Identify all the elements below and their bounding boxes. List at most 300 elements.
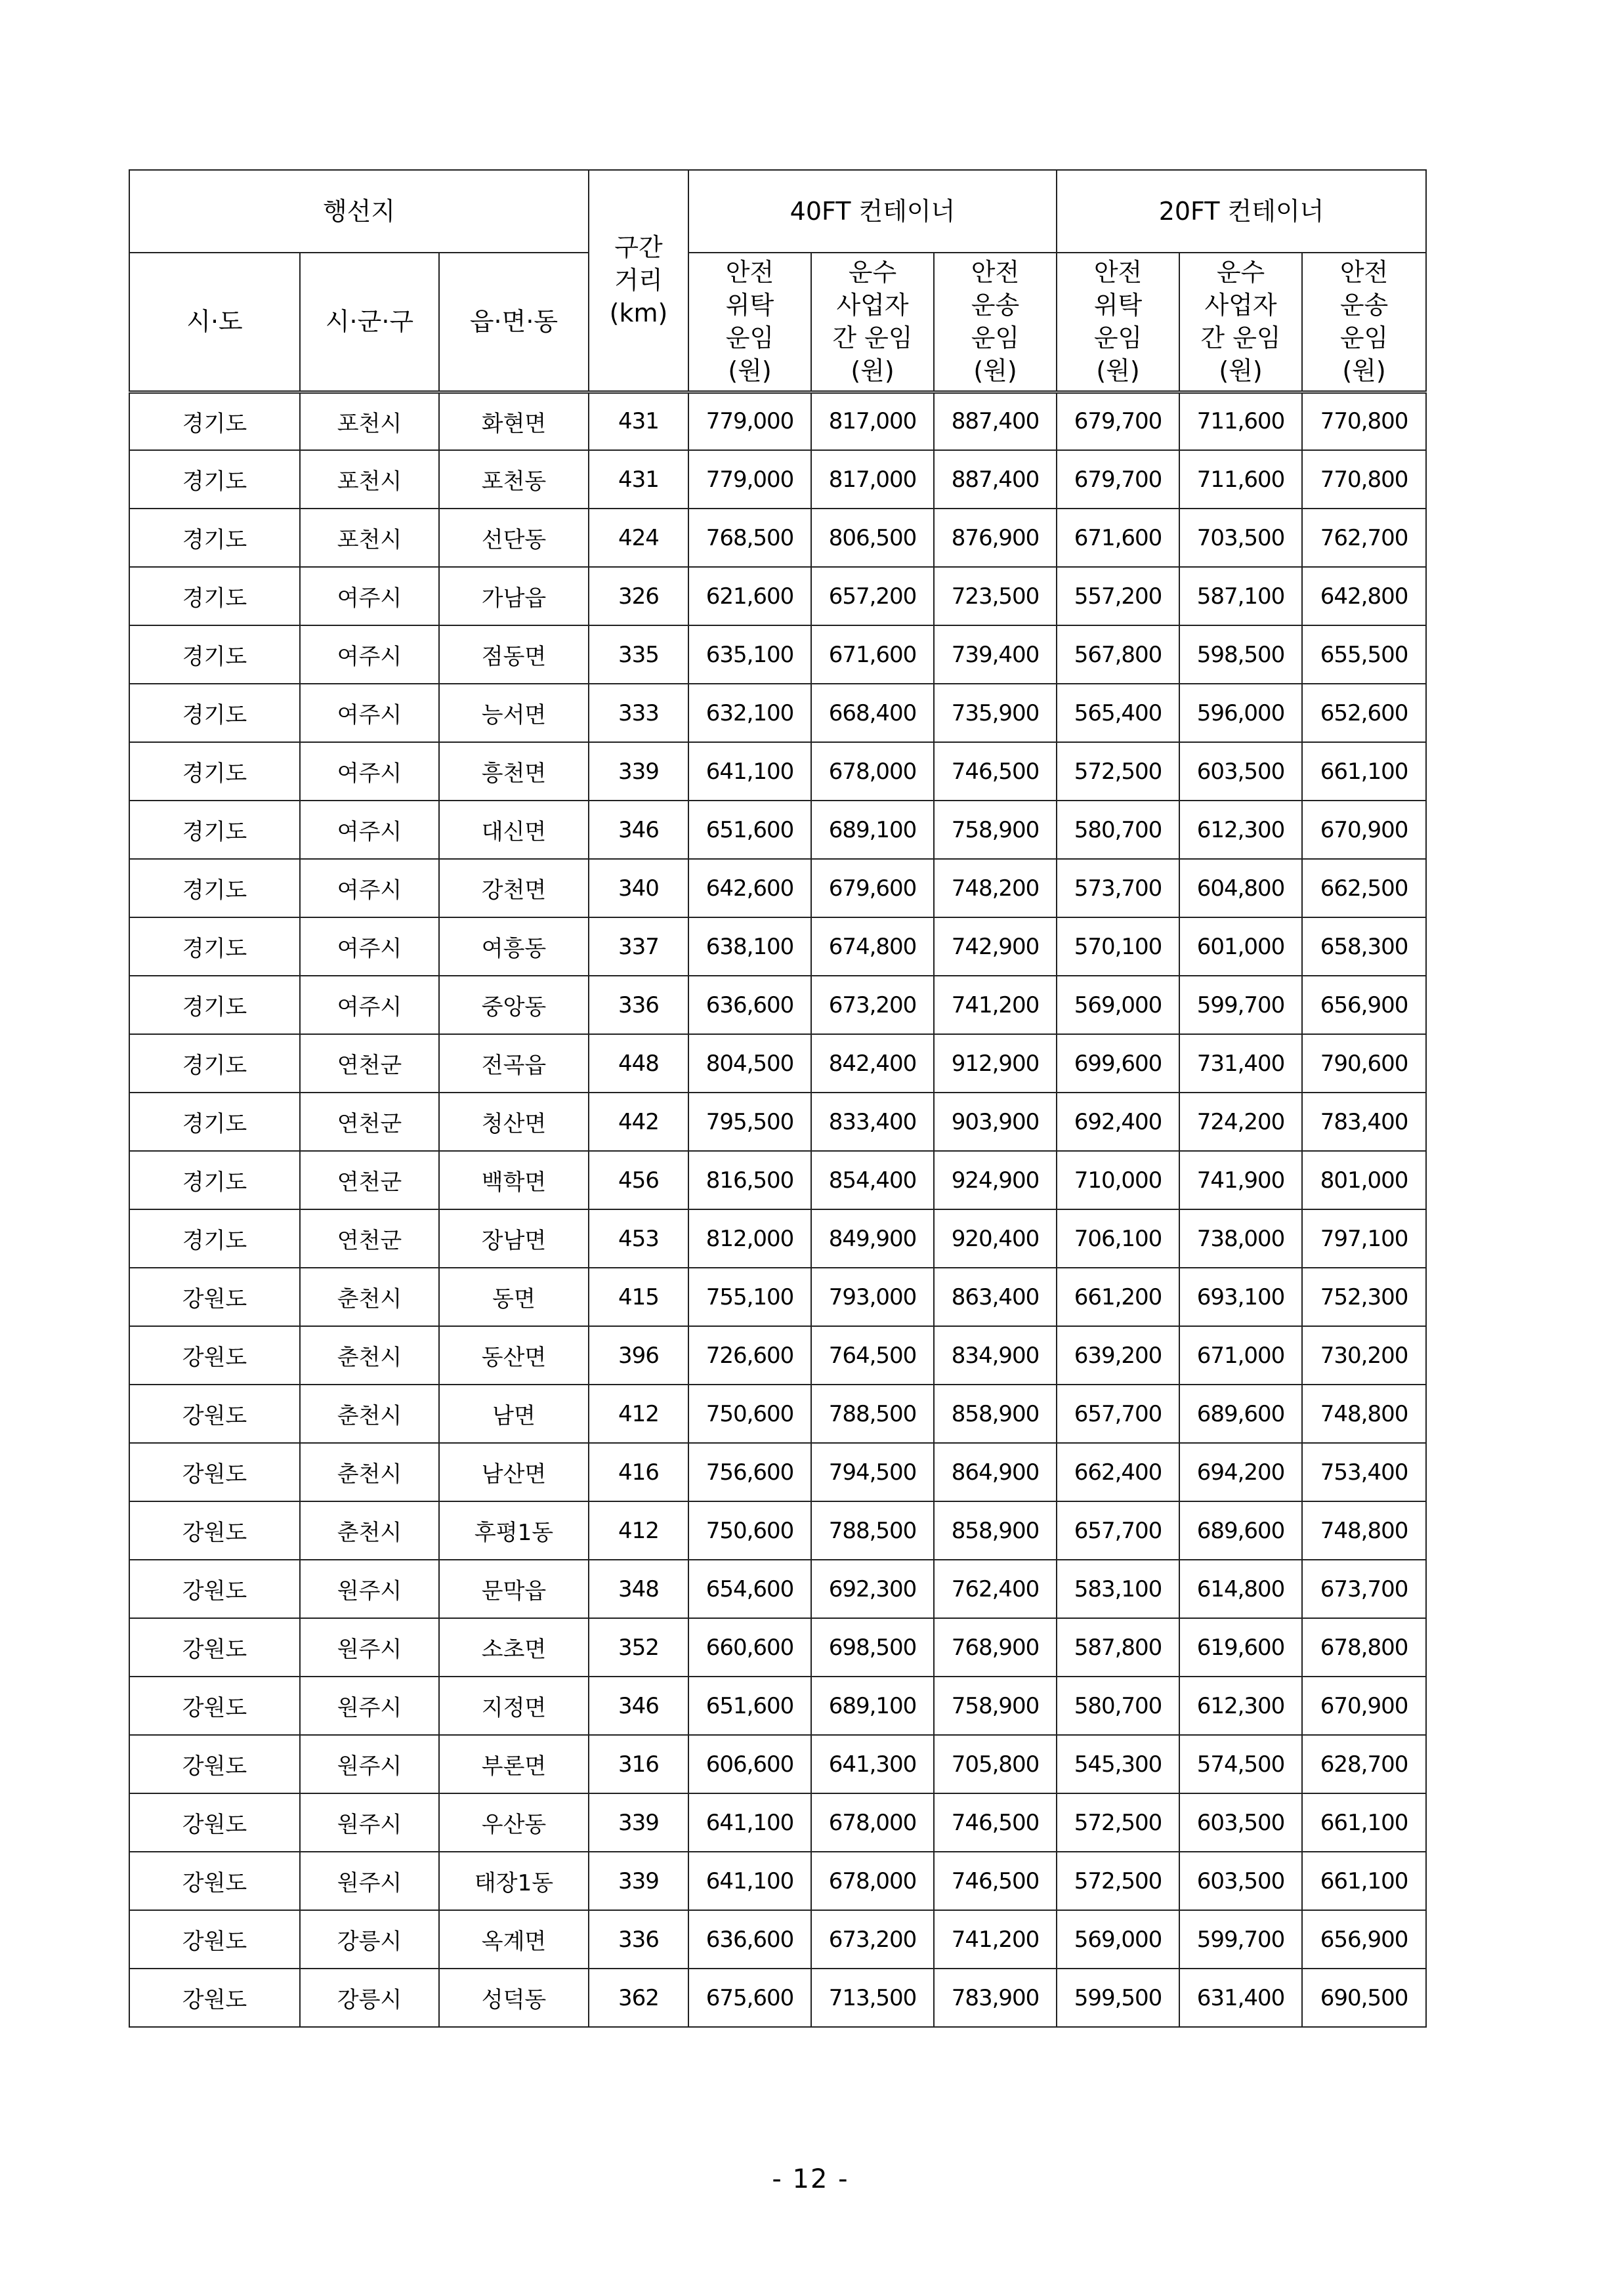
ft40-safety-consignment-cell: 816,500 xyxy=(688,1151,811,1209)
table-row xyxy=(129,917,1426,976)
ft40-safety-transport-cell: 748,200 xyxy=(934,859,1057,917)
ft20-safety-consignment-cell: 580,700 xyxy=(1057,1677,1179,1735)
ft40-inter-carrier-cell: 806,500 xyxy=(811,509,934,567)
eupmyeondong-cell: 지정면 xyxy=(439,1677,589,1735)
ft40-safety-consignment-cell: 654,600 xyxy=(688,1560,811,1618)
ft40-safety-transport-cell: 768,900 xyxy=(934,1618,1057,1677)
ft20-safety-transport-cell: 678,800 xyxy=(1302,1618,1426,1677)
header-line: (원) xyxy=(1096,356,1140,386)
ft20-inter-carrier-cell: 574,500 xyxy=(1179,1735,1302,1793)
header-sido: 시·도 xyxy=(129,253,300,392)
ft40-inter-carrier-cell: 679,600 xyxy=(811,859,934,917)
header-line: (원) xyxy=(973,356,1017,386)
sido-cell: 강원도 xyxy=(129,1735,300,1793)
sido-cell: 경기도 xyxy=(129,801,300,859)
distance-cell: 352 xyxy=(589,1618,688,1677)
eupmyeondong-cell: 가남읍 xyxy=(439,567,589,625)
ft20-safety-consignment-cell: 710,000 xyxy=(1057,1151,1179,1209)
table-row xyxy=(129,801,1426,859)
eupmyeondong-cell: 여흥동 xyxy=(439,917,589,976)
ft40-safety-transport-cell: 723,500 xyxy=(934,567,1057,625)
ft20-safety-consignment-cell: 662,400 xyxy=(1057,1443,1179,1501)
ft40-safety-transport-cell: 705,800 xyxy=(934,1735,1057,1793)
header-40ft-inter-carrier-fare xyxy=(811,253,934,392)
eupmyeondong-cell: 백학면 xyxy=(439,1151,589,1209)
table-row xyxy=(129,1793,1426,1852)
distance-cell: 424 xyxy=(589,509,688,567)
table-row xyxy=(129,625,1426,684)
ft40-inter-carrier-cell: 668,400 xyxy=(811,684,934,742)
header-line: 사업자 xyxy=(1204,291,1277,320)
ft20-safety-transport-cell: 752,300 xyxy=(1302,1268,1426,1326)
sido-cell: 경기도 xyxy=(129,1093,300,1151)
ft20-safety-transport-cell: 673,700 xyxy=(1302,1560,1426,1618)
eupmyeondong-cell: 중앙동 xyxy=(439,976,589,1034)
ft40-safety-consignment-cell: 750,600 xyxy=(688,1385,811,1443)
sigungu-cell: 포천시 xyxy=(300,392,439,450)
table-row xyxy=(129,1385,1426,1443)
ft20-safety-transport-cell: 670,900 xyxy=(1302,801,1426,859)
table-body xyxy=(129,392,1426,2027)
ft20-safety-consignment-cell: 557,200 xyxy=(1057,567,1179,625)
sido-cell: 강원도 xyxy=(129,1443,300,1501)
eupmyeondong-cell: 태장1동 xyxy=(439,1852,589,1910)
distance-cell: 336 xyxy=(589,976,688,1034)
table-row xyxy=(129,742,1426,801)
ft20-inter-carrier-cell: 731,400 xyxy=(1179,1034,1302,1093)
header-40ft-safety-transport-fare xyxy=(934,253,1057,392)
eupmyeondong-cell: 옥계면 xyxy=(439,1910,589,1969)
ft40-inter-carrier-cell: 678,000 xyxy=(811,1852,934,1910)
ft40-inter-carrier-cell: 692,300 xyxy=(811,1560,934,1618)
sigungu-cell: 여주시 xyxy=(300,625,439,684)
ft40-inter-carrier-cell: 833,400 xyxy=(811,1093,934,1151)
sigungu-cell: 원주시 xyxy=(300,1677,439,1735)
ft40-safety-transport-cell: 746,500 xyxy=(934,1852,1057,1910)
ft20-inter-carrier-cell: 711,600 xyxy=(1179,450,1302,509)
ft40-inter-carrier-cell: 698,500 xyxy=(811,1618,934,1677)
distance-cell: 339 xyxy=(589,1852,688,1910)
sigungu-cell: 여주시 xyxy=(300,859,439,917)
ft20-safety-consignment-cell: 671,600 xyxy=(1057,509,1179,567)
header-line: 운임 xyxy=(971,324,1020,353)
ft20-inter-carrier-cell: 587,100 xyxy=(1179,567,1302,625)
sido-cell: 경기도 xyxy=(129,450,300,509)
ft40-safety-consignment-cell: 812,000 xyxy=(688,1209,811,1268)
ft20-inter-carrier-cell: 614,800 xyxy=(1179,1560,1302,1618)
header-line: 운수 xyxy=(848,258,897,287)
ft20-safety-transport-cell: 770,800 xyxy=(1302,392,1426,450)
ft20-inter-carrier-cell: 711,600 xyxy=(1179,392,1302,450)
ft40-inter-carrier-cell: 641,300 xyxy=(811,1735,934,1793)
ft20-safety-transport-cell: 690,500 xyxy=(1302,1969,1426,2027)
table-row xyxy=(129,1969,1426,2027)
sigungu-cell: 원주시 xyxy=(300,1793,439,1852)
ft20-inter-carrier-cell: 599,700 xyxy=(1179,976,1302,1034)
ft20-inter-carrier-cell: 631,400 xyxy=(1179,1969,1302,2027)
sigungu-cell: 여주시 xyxy=(300,567,439,625)
ft20-inter-carrier-cell: 599,700 xyxy=(1179,1910,1302,1969)
table-row xyxy=(129,1677,1426,1735)
distance-cell: 412 xyxy=(589,1385,688,1443)
sigungu-cell: 원주시 xyxy=(300,1560,439,1618)
sigungu-cell: 여주시 xyxy=(300,976,439,1034)
ft40-safety-consignment-cell: 632,100 xyxy=(688,684,811,742)
ft20-inter-carrier-cell: 604,800 xyxy=(1179,859,1302,917)
sigungu-cell: 포천시 xyxy=(300,450,439,509)
header-20ft-safety-transport-fare xyxy=(1302,253,1426,392)
ft40-safety-transport-cell: 887,400 xyxy=(934,392,1057,450)
eupmyeondong-cell: 우산동 xyxy=(439,1793,589,1852)
eupmyeondong-cell: 동면 xyxy=(439,1268,589,1326)
distance-cell: 348 xyxy=(589,1560,688,1618)
header-line: 운임 xyxy=(1339,324,1389,353)
header-line: (원) xyxy=(851,356,895,386)
ft40-inter-carrier-cell: 842,400 xyxy=(811,1034,934,1093)
sido-cell: 강원도 xyxy=(129,1852,300,1910)
ft20-safety-consignment-cell: 639,200 xyxy=(1057,1326,1179,1385)
ft20-inter-carrier-cell: 671,000 xyxy=(1179,1326,1302,1385)
distance-cell: 339 xyxy=(589,742,688,801)
ft40-safety-consignment-cell: 641,100 xyxy=(688,1852,811,1910)
ft20-inter-carrier-cell: 603,500 xyxy=(1179,742,1302,801)
sido-cell: 강원도 xyxy=(129,1385,300,1443)
sigungu-cell: 춘천시 xyxy=(300,1501,439,1560)
ft20-safety-consignment-cell: 572,500 xyxy=(1057,1793,1179,1852)
table-row xyxy=(129,1093,1426,1151)
ft40-inter-carrier-cell: 788,500 xyxy=(811,1501,934,1560)
distance-cell: 453 xyxy=(589,1209,688,1268)
ft40-inter-carrier-cell: 817,000 xyxy=(811,392,934,450)
sigungu-cell: 강릉시 xyxy=(300,1910,439,1969)
table-row xyxy=(129,1560,1426,1618)
header-line: (원) xyxy=(1342,356,1386,386)
distance-cell: 448 xyxy=(589,1034,688,1093)
eupmyeondong-cell: 대신면 xyxy=(439,801,589,859)
header-distance xyxy=(589,170,688,392)
ft40-inter-carrier-cell: 673,200 xyxy=(811,976,934,1034)
distance-cell: 346 xyxy=(589,801,688,859)
ft20-inter-carrier-cell: 693,100 xyxy=(1179,1268,1302,1326)
ft20-safety-transport-cell: 730,200 xyxy=(1302,1326,1426,1385)
ft20-inter-carrier-cell: 689,600 xyxy=(1179,1501,1302,1560)
header-distance-line: 거리 xyxy=(614,266,663,295)
sido-cell: 경기도 xyxy=(129,1209,300,1268)
ft40-safety-transport-cell: 858,900 xyxy=(934,1501,1057,1560)
sigungu-cell: 원주시 xyxy=(300,1618,439,1677)
header-distance-line: 구간 xyxy=(614,233,663,262)
ft40-safety-transport-cell: 741,200 xyxy=(934,1910,1057,1969)
ft20-safety-transport-cell: 770,800 xyxy=(1302,450,1426,509)
freight-rate-table xyxy=(129,169,1427,2028)
ft20-inter-carrier-cell: 603,500 xyxy=(1179,1852,1302,1910)
table-row xyxy=(129,976,1426,1034)
header-line: 위탁 xyxy=(1093,291,1143,320)
ft20-safety-consignment-cell: 569,000 xyxy=(1057,1910,1179,1969)
ft40-safety-transport-cell: 858,900 xyxy=(934,1385,1057,1443)
eupmyeondong-cell: 문막읍 xyxy=(439,1560,589,1618)
ft20-safety-consignment-cell: 580,700 xyxy=(1057,801,1179,859)
ft20-safety-consignment-cell: 572,500 xyxy=(1057,1852,1179,1910)
header-line: 운임 xyxy=(725,324,774,353)
eupmyeondong-cell: 흥천면 xyxy=(439,742,589,801)
ft40-safety-transport-cell: 924,900 xyxy=(934,1151,1057,1209)
distance-cell: 431 xyxy=(589,392,688,450)
ft20-safety-transport-cell: 655,500 xyxy=(1302,625,1426,684)
ft40-inter-carrier-cell: 674,800 xyxy=(811,917,934,976)
ft40-safety-transport-cell: 735,900 xyxy=(934,684,1057,742)
sigungu-cell: 춘천시 xyxy=(300,1268,439,1326)
table-row xyxy=(129,1618,1426,1677)
ft40-inter-carrier-cell: 713,500 xyxy=(811,1969,934,2027)
ft20-safety-transport-cell: 783,400 xyxy=(1302,1093,1426,1151)
header-line: 안전 xyxy=(725,258,774,287)
sido-cell: 강원도 xyxy=(129,1618,300,1677)
ft20-safety-transport-cell: 801,000 xyxy=(1302,1151,1426,1209)
ft40-safety-consignment-cell: 755,100 xyxy=(688,1268,811,1326)
header-line: 운송 xyxy=(1339,291,1389,320)
sido-cell: 경기도 xyxy=(129,684,300,742)
table-row xyxy=(129,684,1426,742)
header-line: 안전 xyxy=(1339,258,1389,287)
ft40-safety-transport-cell: 758,900 xyxy=(934,1677,1057,1735)
ft40-safety-consignment-cell: 804,500 xyxy=(688,1034,811,1093)
ft40-safety-transport-cell: 920,400 xyxy=(934,1209,1057,1268)
sido-cell: 경기도 xyxy=(129,1034,300,1093)
ft20-safety-consignment-cell: 692,400 xyxy=(1057,1093,1179,1151)
ft40-inter-carrier-cell: 678,000 xyxy=(811,1793,934,1852)
ft40-safety-transport-cell: 746,500 xyxy=(934,742,1057,801)
ft20-safety-transport-cell: 753,400 xyxy=(1302,1443,1426,1501)
ft20-inter-carrier-cell: 603,500 xyxy=(1179,1793,1302,1852)
header-line: 사업자 xyxy=(836,291,909,320)
ft20-safety-transport-cell: 656,900 xyxy=(1302,976,1426,1034)
ft40-inter-carrier-cell: 671,600 xyxy=(811,625,934,684)
ft20-inter-carrier-cell: 598,500 xyxy=(1179,625,1302,684)
ft20-inter-carrier-cell: 596,000 xyxy=(1179,684,1302,742)
eupmyeondong-cell: 동산면 xyxy=(439,1326,589,1385)
ft20-safety-transport-cell: 748,800 xyxy=(1302,1385,1426,1443)
ft20-safety-transport-cell: 797,100 xyxy=(1302,1209,1426,1268)
ft20-safety-transport-cell: 642,800 xyxy=(1302,567,1426,625)
ft20-safety-consignment-cell: 679,700 xyxy=(1057,392,1179,450)
sigungu-cell: 원주시 xyxy=(300,1852,439,1910)
eupmyeondong-cell: 소초면 xyxy=(439,1618,589,1677)
eupmyeondong-cell: 강천면 xyxy=(439,859,589,917)
distance-cell: 456 xyxy=(589,1151,688,1209)
ft20-inter-carrier-cell: 694,200 xyxy=(1179,1443,1302,1501)
header-line: 안전 xyxy=(971,258,1020,287)
ft20-safety-consignment-cell: 599,500 xyxy=(1057,1969,1179,2027)
ft20-safety-transport-cell: 670,900 xyxy=(1302,1677,1426,1735)
ft20-inter-carrier-cell: 612,300 xyxy=(1179,1677,1302,1735)
distance-cell: 362 xyxy=(589,1969,688,2027)
ft40-safety-consignment-cell: 636,600 xyxy=(688,976,811,1034)
ft40-safety-transport-cell: 912,900 xyxy=(934,1034,1057,1093)
sigungu-cell: 연천군 xyxy=(300,1209,439,1268)
header-sigungu: 시·군·구 xyxy=(300,253,439,392)
table-row xyxy=(129,567,1426,625)
ft40-safety-consignment-cell: 795,500 xyxy=(688,1093,811,1151)
sigungu-cell: 여주시 xyxy=(300,801,439,859)
header-eupmyeondong: 읍·면·동 xyxy=(439,253,589,392)
ft40-safety-transport-cell: 758,900 xyxy=(934,801,1057,859)
ft20-safety-transport-cell: 790,600 xyxy=(1302,1034,1426,1093)
ft20-inter-carrier-cell: 741,900 xyxy=(1179,1151,1302,1209)
ft40-safety-transport-cell: 742,900 xyxy=(934,917,1057,976)
ft20-safety-transport-cell: 748,800 xyxy=(1302,1501,1426,1560)
ft40-safety-transport-cell: 863,400 xyxy=(934,1268,1057,1326)
ft40-safety-transport-cell: 887,400 xyxy=(934,450,1057,509)
ft40-safety-transport-cell: 762,400 xyxy=(934,1560,1057,1618)
header-line: 간 운임 xyxy=(832,324,913,353)
table-row xyxy=(129,450,1426,509)
ft40-safety-consignment-cell: 636,600 xyxy=(688,1910,811,1969)
ft40-safety-consignment-cell: 660,600 xyxy=(688,1618,811,1677)
eupmyeondong-cell: 선단동 xyxy=(439,509,589,567)
sido-cell: 강원도 xyxy=(129,1969,300,2027)
table-row xyxy=(129,859,1426,917)
ft40-inter-carrier-cell: 689,100 xyxy=(811,801,934,859)
ft40-safety-consignment-cell: 651,600 xyxy=(688,801,811,859)
ft20-safety-consignment-cell: 587,800 xyxy=(1057,1618,1179,1677)
ft20-safety-transport-cell: 762,700 xyxy=(1302,509,1426,567)
eupmyeondong-cell: 점동면 xyxy=(439,625,589,684)
header-20ft-container: 20FT 컨테이너 xyxy=(1057,170,1426,253)
ft20-safety-consignment-cell: 569,000 xyxy=(1057,976,1179,1034)
distance-cell: 415 xyxy=(589,1268,688,1326)
sido-cell: 경기도 xyxy=(129,917,300,976)
eupmyeondong-cell: 화현면 xyxy=(439,392,589,450)
sigungu-cell: 춘천시 xyxy=(300,1326,439,1385)
eupmyeondong-cell: 포천동 xyxy=(439,450,589,509)
header-20ft-inter-carrier-fare xyxy=(1179,253,1302,392)
table-row xyxy=(129,1268,1426,1326)
ft20-safety-consignment-cell: 570,100 xyxy=(1057,917,1179,976)
sido-cell: 경기도 xyxy=(129,976,300,1034)
ft20-safety-consignment-cell: 567,800 xyxy=(1057,625,1179,684)
ft20-safety-transport-cell: 661,100 xyxy=(1302,1852,1426,1910)
ft40-safety-consignment-cell: 638,100 xyxy=(688,917,811,976)
eupmyeondong-cell: 장남면 xyxy=(439,1209,589,1268)
ft20-inter-carrier-cell: 619,600 xyxy=(1179,1618,1302,1677)
ft20-safety-transport-cell: 662,500 xyxy=(1302,859,1426,917)
table-row xyxy=(129,1852,1426,1910)
sido-cell: 강원도 xyxy=(129,1560,300,1618)
sigungu-cell: 원주시 xyxy=(300,1735,439,1793)
page-number: - 12 - xyxy=(772,2164,849,2194)
ft40-inter-carrier-cell: 854,400 xyxy=(811,1151,934,1209)
sido-cell: 강원도 xyxy=(129,1677,300,1735)
table-row xyxy=(129,1501,1426,1560)
ft20-safety-consignment-cell: 657,700 xyxy=(1057,1385,1179,1443)
ft40-safety-transport-cell: 903,900 xyxy=(934,1093,1057,1151)
sigungu-cell: 포천시 xyxy=(300,509,439,567)
ft20-safety-transport-cell: 652,600 xyxy=(1302,684,1426,742)
table-row xyxy=(129,1326,1426,1385)
distance-cell: 396 xyxy=(589,1326,688,1385)
ft20-safety-consignment-cell: 572,500 xyxy=(1057,742,1179,801)
ft40-safety-consignment-cell: 750,600 xyxy=(688,1501,811,1560)
sigungu-cell: 연천군 xyxy=(300,1034,439,1093)
ft40-safety-consignment-cell: 768,500 xyxy=(688,509,811,567)
ft20-inter-carrier-cell: 689,600 xyxy=(1179,1385,1302,1443)
ft40-safety-consignment-cell: 756,600 xyxy=(688,1443,811,1501)
header-line: (원) xyxy=(1219,356,1263,386)
sigungu-cell: 여주시 xyxy=(300,917,439,976)
distance-cell: 431 xyxy=(589,450,688,509)
ft20-safety-transport-cell: 628,700 xyxy=(1302,1735,1426,1793)
eupmyeondong-cell: 남면 xyxy=(439,1385,589,1443)
distance-cell: 333 xyxy=(589,684,688,742)
table-header xyxy=(129,170,1426,392)
ft20-safety-consignment-cell: 565,400 xyxy=(1057,684,1179,742)
header-20ft-safety-consignment-fare xyxy=(1057,253,1179,392)
ft40-safety-consignment-cell: 642,600 xyxy=(688,859,811,917)
table-row xyxy=(129,1910,1426,1969)
ft40-inter-carrier-cell: 678,000 xyxy=(811,742,934,801)
ft40-safety-transport-cell: 783,900 xyxy=(934,1969,1057,2027)
distance-cell: 346 xyxy=(589,1677,688,1735)
table-row xyxy=(129,1735,1426,1793)
sido-cell: 강원도 xyxy=(129,1501,300,1560)
header-line: 간 운임 xyxy=(1200,324,1281,353)
sido-cell: 강원도 xyxy=(129,1268,300,1326)
ft40-safety-transport-cell: 741,200 xyxy=(934,976,1057,1034)
distance-cell: 339 xyxy=(589,1793,688,1852)
sigungu-cell: 춘천시 xyxy=(300,1385,439,1443)
ft20-safety-transport-cell: 661,100 xyxy=(1302,742,1426,801)
header-line: 운송 xyxy=(971,291,1020,320)
ft20-inter-carrier-cell: 703,500 xyxy=(1179,509,1302,567)
sido-cell: 경기도 xyxy=(129,567,300,625)
sigungu-cell: 여주시 xyxy=(300,684,439,742)
header-40ft-safety-consignment-fare xyxy=(688,253,811,392)
distance-cell: 412 xyxy=(589,1501,688,1560)
ft20-safety-consignment-cell: 706,100 xyxy=(1057,1209,1179,1268)
ft40-safety-consignment-cell: 606,600 xyxy=(688,1735,811,1793)
ft20-safety-transport-cell: 656,900 xyxy=(1302,1910,1426,1969)
ft40-safety-consignment-cell: 641,100 xyxy=(688,1793,811,1852)
ft40-inter-carrier-cell: 817,000 xyxy=(811,450,934,509)
eupmyeondong-cell: 남산면 xyxy=(439,1443,589,1501)
ft40-inter-carrier-cell: 788,500 xyxy=(811,1385,934,1443)
eupmyeondong-cell: 성덕동 xyxy=(439,1969,589,2027)
sigungu-cell: 연천군 xyxy=(300,1093,439,1151)
ft40-safety-consignment-cell: 651,600 xyxy=(688,1677,811,1735)
table-row xyxy=(129,509,1426,567)
sido-cell: 경기도 xyxy=(129,625,300,684)
header-line: 운임 xyxy=(1093,324,1143,353)
header-line: (원) xyxy=(728,356,772,386)
header-40ft-container: 40FT 컨테이너 xyxy=(688,170,1057,253)
sigungu-cell: 강릉시 xyxy=(300,1969,439,2027)
ft40-safety-consignment-cell: 641,100 xyxy=(688,742,811,801)
ft20-safety-consignment-cell: 657,700 xyxy=(1057,1501,1179,1560)
table-row xyxy=(129,1151,1426,1209)
sido-cell: 강원도 xyxy=(129,1326,300,1385)
header-line: 위탁 xyxy=(725,291,774,320)
sido-cell: 강원도 xyxy=(129,1793,300,1852)
ft40-safety-consignment-cell: 635,100 xyxy=(688,625,811,684)
eupmyeondong-cell: 전곡읍 xyxy=(439,1034,589,1093)
distance-cell: 335 xyxy=(589,625,688,684)
ft40-safety-consignment-cell: 621,600 xyxy=(688,567,811,625)
sigungu-cell: 춘천시 xyxy=(300,1443,439,1501)
ft40-inter-carrier-cell: 794,500 xyxy=(811,1443,934,1501)
ft20-safety-consignment-cell: 679,700 xyxy=(1057,450,1179,509)
eupmyeondong-cell: 청산면 xyxy=(439,1093,589,1151)
